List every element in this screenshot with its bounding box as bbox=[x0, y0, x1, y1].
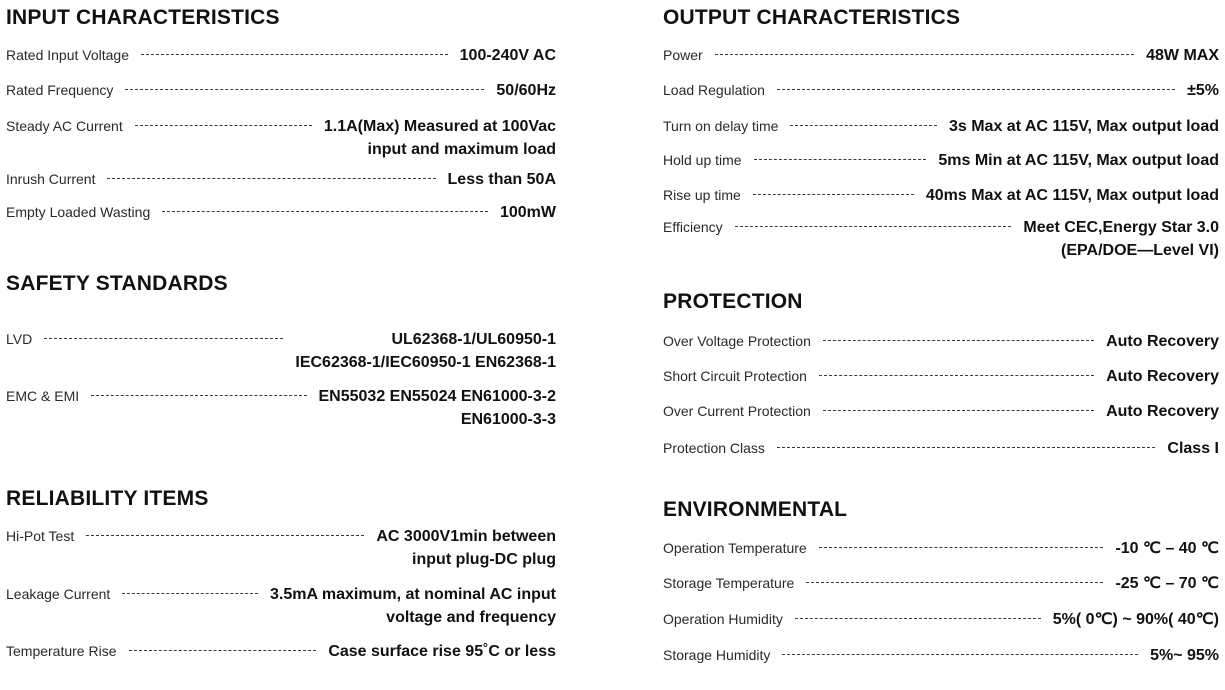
dotted-leader bbox=[819, 537, 1104, 548]
dotted-leader bbox=[162, 201, 488, 212]
spec-value: UL62368-1/UL60950-1 IEC62368-1/IEC60950-1 EN62368-1 bbox=[295, 331, 556, 371]
spec-row-load-regulation bbox=[663, 79, 1219, 102]
spec-value: 48W MAX bbox=[1146, 47, 1219, 64]
spec-value: Less than 50A bbox=[447, 171, 556, 188]
spec-row-rated-input-voltage bbox=[6, 44, 556, 67]
spec-label: Hi-Pot Test bbox=[6, 528, 75, 544]
spec-row-temperature-rise bbox=[6, 640, 556, 663]
spec-value: Auto Recovery bbox=[1106, 368, 1219, 385]
section-title-reliability: RELIABILITY ITEMS bbox=[6, 487, 209, 510]
spec-value: EN55032 EN55024 EN61000-3-2 EN61000-3-3 bbox=[318, 388, 556, 428]
spec-value: Case surface rise 95˚C or less bbox=[328, 643, 556, 660]
dotted-leader bbox=[753, 184, 914, 195]
spec-label: Power bbox=[663, 47, 703, 63]
spec-label: EMC & EMI bbox=[6, 388, 80, 404]
spec-label: Efficiency bbox=[663, 219, 723, 235]
dotted-leader bbox=[44, 328, 283, 339]
spec-row-inrush-current bbox=[6, 168, 556, 191]
spec-label: Steady AC Current bbox=[6, 118, 123, 134]
spec-row-over-current bbox=[663, 400, 1219, 423]
spec-label: Over Current Protection bbox=[663, 403, 811, 419]
spec-row-rated-frequency bbox=[6, 79, 556, 102]
dotted-leader bbox=[135, 115, 312, 126]
spec-label: Protection Class bbox=[663, 440, 765, 456]
spec-label: Rated Frequency bbox=[6, 82, 114, 98]
dotted-leader bbox=[823, 400, 1094, 411]
dotted-leader bbox=[129, 640, 317, 651]
dotted-leader bbox=[141, 44, 448, 55]
dotted-leader bbox=[122, 583, 258, 594]
spec-label: Inrush Current bbox=[6, 171, 96, 187]
spec-label: Short Circuit Protection bbox=[663, 368, 807, 384]
spec-value: ±5% bbox=[1187, 82, 1219, 99]
spec-row-operation-temperature bbox=[663, 537, 1219, 560]
dotted-leader bbox=[795, 608, 1041, 619]
spec-value: Auto Recovery bbox=[1106, 333, 1219, 350]
spec-row-power bbox=[663, 44, 1219, 67]
dotted-leader bbox=[790, 115, 937, 126]
spec-value: AC 3000V1min between input plug-DC plug bbox=[376, 528, 556, 568]
spec-label: LVD bbox=[6, 331, 33, 347]
spec-value: Auto Recovery bbox=[1106, 403, 1219, 420]
spec-value: 1.1A(Max) Measured at 100Vac input and maximum load bbox=[323, 118, 556, 158]
spec-label: Operation Humidity bbox=[663, 611, 783, 627]
spec-value: 100mW bbox=[499, 204, 556, 221]
spec-row-hold-up-time bbox=[663, 149, 1219, 172]
spec-row-turn-on-delay bbox=[663, 115, 1219, 138]
dotted-leader bbox=[777, 437, 1155, 448]
spec-label: Temperature Rise bbox=[6, 643, 117, 659]
dotted-leader bbox=[125, 79, 484, 90]
dotted-leader bbox=[86, 525, 364, 536]
section-title-input: INPUT CHARACTERISTICS bbox=[6, 6, 280, 29]
dotted-leader bbox=[823, 330, 1094, 341]
spec-value: 5ms Min at AC 115V, Max output load bbox=[938, 152, 1219, 169]
spec-label: Storage Temperature bbox=[663, 575, 795, 591]
section-title-environmental: ENVIRONMENTAL bbox=[663, 498, 848, 521]
spec-value: 5%~ 95% bbox=[1150, 647, 1219, 664]
dotted-leader bbox=[715, 44, 1134, 55]
spec-label: Hold up time bbox=[663, 152, 742, 168]
spec-value: 3.5mA maximum, at nominal AC input voltage and frequency bbox=[270, 586, 556, 626]
section-title-safety: SAFETY STANDARDS bbox=[6, 272, 228, 295]
dotted-leader bbox=[107, 168, 435, 179]
spec-value: 3s Max at AC 115V, Max output load bbox=[948, 118, 1219, 135]
spec-row-empty-loaded-wasting bbox=[6, 201, 556, 224]
spec-row-leakage-current bbox=[6, 583, 556, 629]
spec-value: Class I bbox=[1167, 440, 1219, 457]
spec-row-storage-humidity bbox=[663, 644, 1219, 667]
spec-row-short-circuit bbox=[663, 365, 1219, 388]
spec-value: 50/60Hz bbox=[496, 82, 556, 99]
spec-value: 5%( 0℃) ~ 90%( 40℃) bbox=[1052, 611, 1219, 628]
spec-row-hi-pot-test bbox=[6, 525, 556, 571]
dotted-leader bbox=[806, 572, 1103, 583]
spec-row-over-voltage bbox=[663, 330, 1219, 353]
section-title-protection: PROTECTION bbox=[663, 290, 803, 313]
dotted-leader bbox=[777, 79, 1175, 90]
spec-row-operation-humidity bbox=[663, 608, 1219, 631]
spec-value: -25 ℃ – 70 ℃ bbox=[1115, 575, 1219, 592]
spec-row-protection-class bbox=[663, 437, 1219, 460]
dotted-leader bbox=[782, 644, 1138, 655]
dotted-leader bbox=[91, 385, 306, 396]
spec-row-emc-emi bbox=[6, 385, 556, 431]
spec-label: Rated Input Voltage bbox=[6, 47, 129, 63]
spec-row-storage-temperature bbox=[663, 572, 1219, 595]
spec-label: Operation Temperature bbox=[663, 540, 807, 556]
section-title-output: OUTPUT CHARACTERISTICS bbox=[663, 6, 961, 29]
spec-row-steady-ac-current bbox=[6, 115, 556, 161]
spec-row-efficiency bbox=[663, 216, 1219, 262]
spec-label: Over Voltage Protection bbox=[663, 333, 811, 349]
spec-value: 100-240V AC bbox=[459, 47, 556, 64]
spec-label: Load Regulation bbox=[663, 82, 765, 98]
spec-value: Meet CEC,Energy Star 3.0 (EPA/DOE—Level VI) bbox=[1023, 219, 1219, 259]
dotted-leader bbox=[819, 365, 1094, 376]
spec-label: Turn on delay time bbox=[663, 118, 779, 134]
spec-label: Storage Humidity bbox=[663, 647, 771, 663]
spec-label: Rise up time bbox=[663, 187, 741, 203]
spec-value: 40ms Max at AC 115V, Max output load bbox=[925, 187, 1219, 204]
spec-row-lvd bbox=[6, 328, 556, 374]
spec-value: -10 ℃ – 40 ℃ bbox=[1115, 540, 1219, 557]
spec-row-rise-up-time bbox=[663, 184, 1219, 207]
dotted-leader bbox=[754, 149, 927, 160]
spec-label: Leakage Current bbox=[6, 586, 111, 602]
dotted-leader bbox=[735, 216, 1012, 227]
spec-label: Empty Loaded Wasting bbox=[6, 204, 151, 220]
